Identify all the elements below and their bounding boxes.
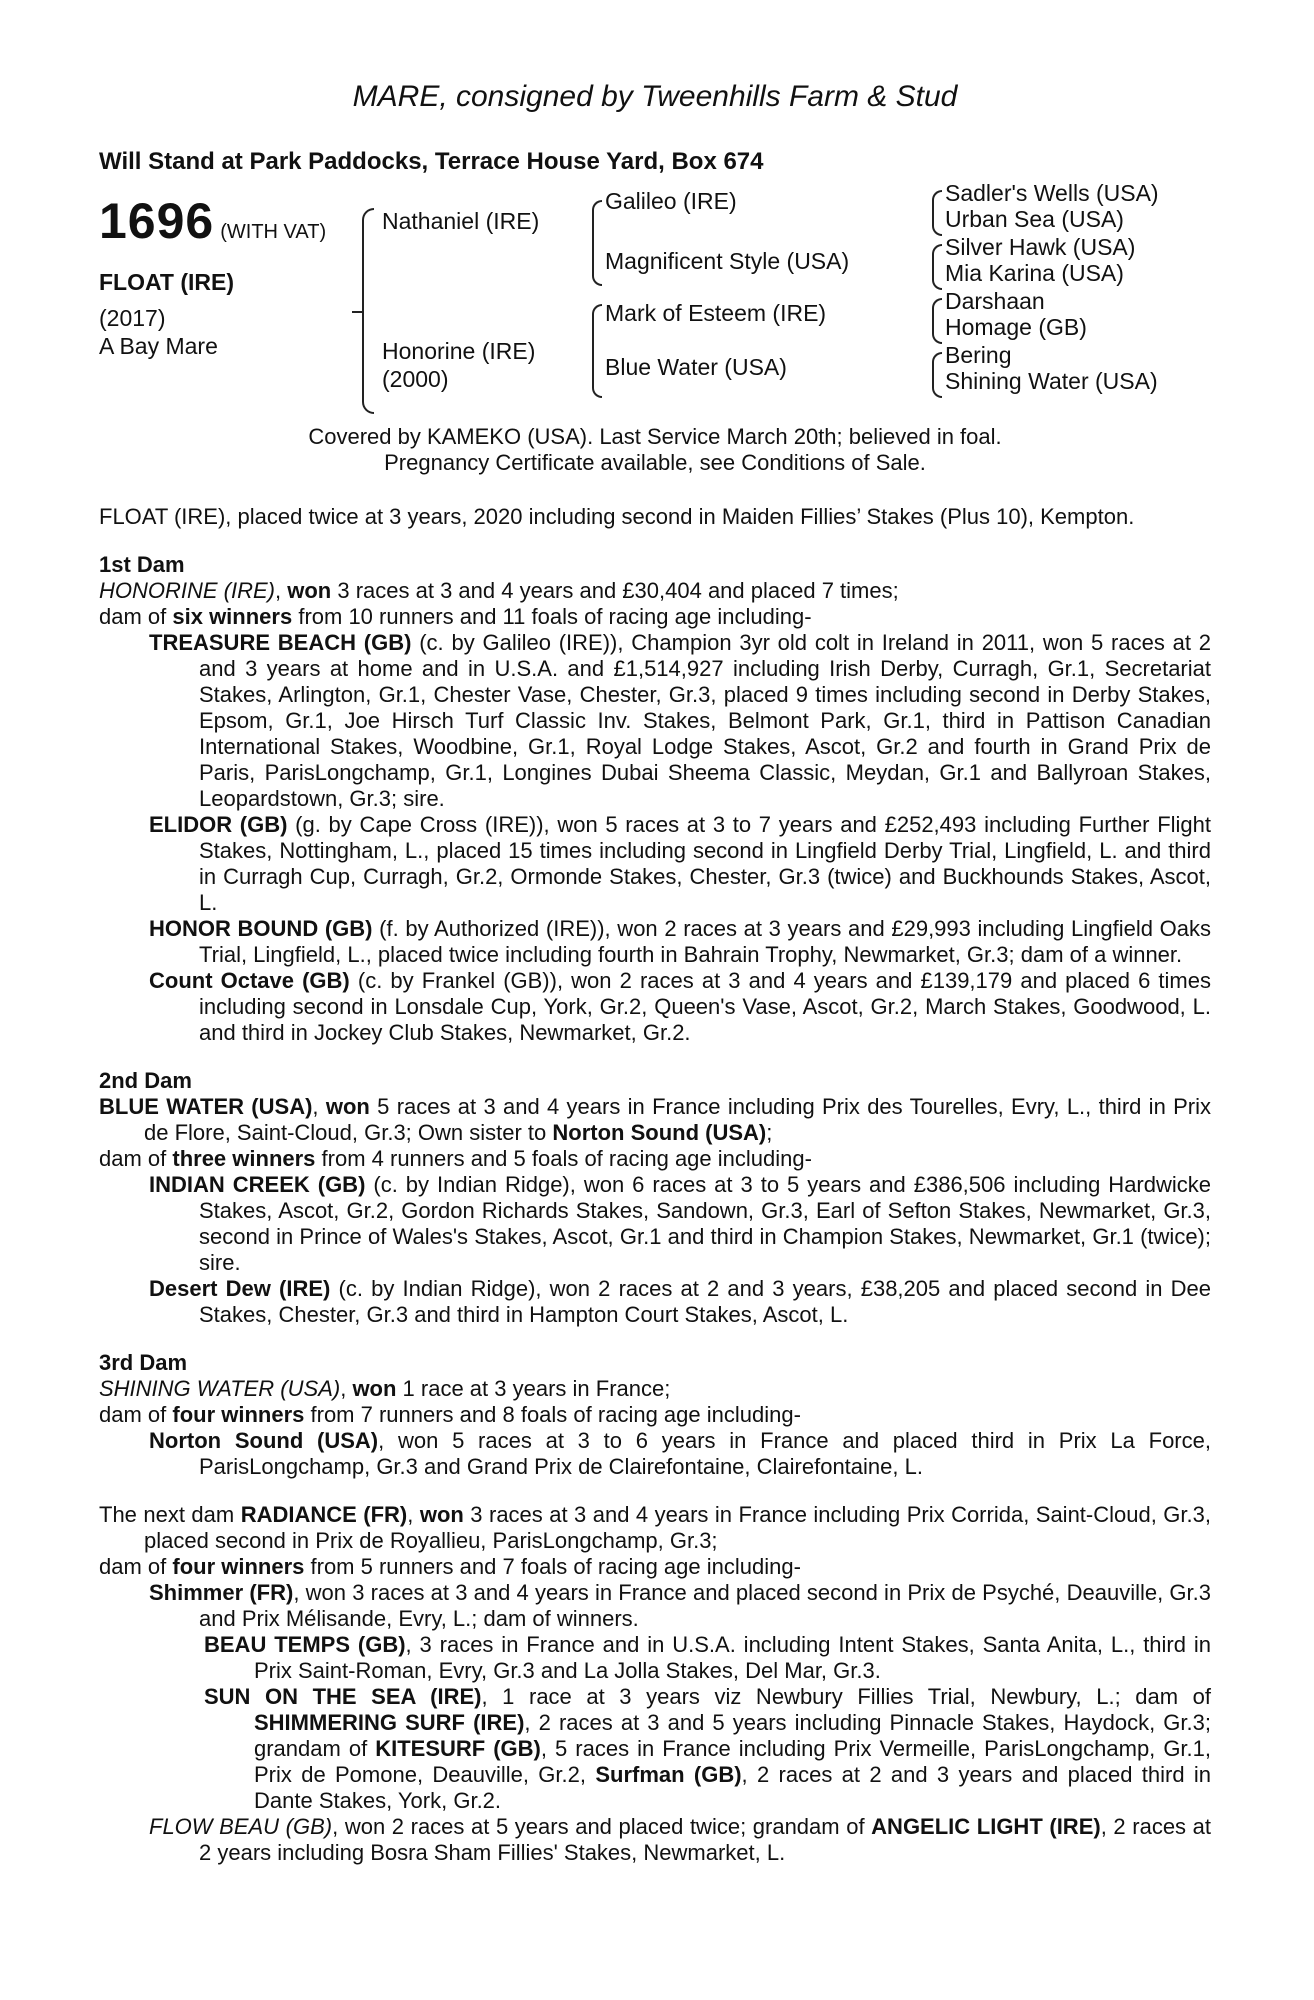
pedigree-dss: Darshaan: [945, 288, 1045, 314]
list-item: [99, 1580, 1211, 1632]
dam-of-prefix: dam of: [99, 1146, 173, 1171]
progeny-name: Surfman (GB): [595, 1762, 742, 1787]
progeny-name: Norton Sound (USA): [149, 1428, 379, 1453]
progeny-name: FLOW BEAU (GB): [149, 1814, 333, 1839]
dam-of-suffix: from 5 runners and 7 foals of racing age including-: [304, 1554, 801, 1579]
progeny-text: (g. by Cape Cross (IRE)), won 5 races at 3 to 7 years and £252,493 including Further Flight Stakes, Nottingham, L., placed 15 times including second in Lingfield Derby Trial, Lingfield, L. and third in Curragh Cup, Curragh, Gr.2, Ormonde Stakes, Chester, Gr.3 (twice) and Buckhounds Stakes, Ascot, L.: [199, 812, 1211, 915]
first-dam-summary: 3 races at 3 and 4 years and £30,404 and placed 7 times;: [331, 578, 899, 603]
progeny-text: (c. by Indian Ridge), won 2 races at 2 and 3 years, £38,205 and placed second in Dee Stakes, Chester, Gr.3 and third in Hampton Court Stakes, Ascot, L.: [199, 1276, 1211, 1327]
covered-note: [99, 424, 1211, 476]
pedigree-sire-sire: Galileo (IRE): [605, 188, 737, 214]
next-dam-summary: 3 races at 3 and 4 years in France including Prix Corrida, Saint-Cloud, Gr.3, placed second in Prix de Royallieu, ParisLongchamp, Gr.3;: [144, 1502, 1211, 1553]
dam-of-suffix: from 7 runners and 8 foals of racing age including-: [304, 1402, 801, 1427]
progeny-name: ELIDOR (GB): [149, 812, 288, 837]
second-dam-section: [99, 1068, 1211, 1328]
pedigree-ssd: Urban Sea (USA): [945, 206, 1124, 232]
progeny-name: Shimmer (FR): [149, 1580, 294, 1605]
first-dam-section: [99, 552, 1211, 1046]
covered-line-1: Covered by KAMEKO (USA). Last Service March 20th; believed in foal.: [308, 424, 1002, 449]
dam-of-prefix: dam of: [99, 1554, 173, 1579]
first-dam-name: HONORINE (IRE): [99, 578, 275, 603]
pedigree-sds: Silver Hawk (USA): [945, 234, 1136, 260]
progeny-name: KITESURF (GB): [375, 1736, 541, 1761]
second-dam-of: [99, 1146, 1211, 1172]
pedigree-sdd: Mia Karina (USA): [945, 260, 1124, 286]
dam-of-prefix: dam of: [99, 604, 173, 629]
second-dam-line: BLUE WATER (USA), won 5 races at 3 and 4 years in France including Prix des Tourelles, Evry, L., third in Prix de Flore, Saint-Cloud, Gr.3; Own sister to Norton Sound (USA);: [99, 1094, 1211, 1145]
winners-count: six winners: [172, 604, 293, 629]
list-item: [99, 916, 1211, 968]
progeny-text: (c. by Indian Ridge), won 6 races at 3 to 5 years and £386,506 including Hardwicke Stakes, Ascot, Gr.2, Gordon Richards Stakes, Sandown, Gr.3, Earl of Sefton Stakes, Newmarket, Gr.3, second in Prince of Wales's Stakes, Ascot, Gr.1 and third in Champion Stakes, Newmarket, Gr.1 (twice); sire.: [199, 1172, 1211, 1275]
catalogue-body: [99, 504, 1211, 1866]
next-dam-prefix: The next dam: [99, 1502, 241, 1527]
progeny-name: HONOR BOUND (GB): [149, 916, 373, 941]
second-dam-name: BLUE WATER (USA): [99, 1094, 313, 1119]
next-dam-line: The next dam RADIANCE (FR), won 3 races at 3 and 4 years in France including Prix Corrida, Saint-Cloud, Gr.3, placed second in Prix de Royallieu, ParisLongchamp, Gr.3;: [99, 1502, 1211, 1553]
progeny-name: SUN ON THE SEA (IRE): [204, 1684, 482, 1709]
intro-paragraph: FLOAT (IRE), placed twice at 3 years, 2020 including second in Maiden Fillies’ Stakes (Plus 10), Kempton.: [99, 504, 1135, 529]
own-sister-name: Norton Sound (USA): [552, 1120, 767, 1145]
list-item: [99, 1632, 1211, 1684]
progeny-text: , won 2 races at 5 years and placed twice; grandam of: [332, 1814, 872, 1839]
third-dam-summary: 1 race at 3 years in France;: [396, 1376, 671, 1401]
progeny-text: , won 3 races at 3 and 4 years in France and placed second in Prix de Psyché, Deauville, Gr.3 and Prix Mélisande, Evry, L.; dam of winners.: [199, 1580, 1211, 1631]
brace-sire-parents: [592, 200, 602, 286]
lot-number: [99, 192, 326, 250]
winners-count: four winners: [172, 1402, 305, 1427]
horse-description: A Bay Mare: [99, 333, 218, 359]
first-dam-title: 1st Dam: [99, 552, 185, 577]
lot-number-value: 1696: [99, 193, 215, 249]
third-dam-title: 3rd Dam: [99, 1350, 188, 1375]
dam-of-suffix: from 4 runners and 5 foals of racing age including-: [315, 1146, 812, 1171]
winners-count: four winners: [172, 1554, 305, 1579]
second-dam-title: 2nd Dam: [99, 1068, 192, 1093]
winners-count: three winners: [172, 1146, 316, 1171]
dam-of-prefix: dam of: [99, 1402, 173, 1427]
pedigree-ddd: Shining Water (USA): [945, 368, 1158, 394]
won-label: won: [287, 578, 332, 603]
dam-of-suffix: from 10 runners and 11 foals of racing age including-: [292, 604, 812, 629]
third-dam-name: SHINING WATER (USA): [99, 1376, 341, 1401]
pedigree-dam-sire: Mark of Esteem (IRE): [605, 300, 827, 326]
vat-label: (WITH VAT): [220, 221, 327, 243]
list-item: [99, 1814, 1211, 1866]
brace-ss-parents: [932, 190, 942, 236]
won-label: won: [325, 1094, 370, 1119]
progeny-name: SHIMMERING SURF (IRE): [254, 1710, 525, 1735]
list-item: [99, 1684, 1211, 1814]
catalogue-page: [99, 80, 1211, 1888]
next-dam-section: [99, 1502, 1211, 1866]
pedigree-block: [99, 180, 1211, 416]
list-item: [99, 812, 1211, 916]
list-item: [99, 1276, 1211, 1328]
first-dam-line: HONORINE (IRE), won 3 races at 3 and 4 years and £30,404 and placed 7 times;: [99, 578, 899, 603]
progeny-text: (c. by Galileo (IRE)), Champion 3yr old colt in Ireland in 2011, won 5 races at 2 and 3 years at home and in U.S.A. and £1,514,927 including Irish Derby, Curragh, Gr.1, Secretariat Stakes, Arlington, Gr.1, Chester Vase, Chester, Gr.3, placed 9 times including second in Derby Stakes, Epsom, Gr.1, Joe Hirsch Turf Classic Inv. Stakes, Belmont Park, Gr.1, third in Pattison Canadian International Stakes, Woodbine, Gr.1, Royal Lodge Stakes, Ascot, Gr.2 and fourth in Grand Prix de Paris, ParisLongchamp, Gr.1, Longines Dubai Sheema Classic, Meydan, Gr.1 and Ballyroan Stakes, Leopardstown, Gr.3; sire.: [199, 630, 1211, 811]
progeny-name: BEAU TEMPS (GB): [204, 1632, 406, 1657]
progeny-name: ANGELIC LIGHT (IRE): [871, 1814, 1101, 1839]
won-label: won: [419, 1502, 464, 1527]
progeny-name: Desert Dew (IRE): [149, 1276, 331, 1301]
third-dam-of: [99, 1402, 1211, 1428]
brace-dd-parents: [932, 352, 942, 398]
progeny-name: INDIAN CREEK (GB): [149, 1172, 366, 1197]
pedigree-dam-dam: Blue Water (USA): [605, 354, 787, 380]
third-dam-line: SHINING WATER (USA), won 1 race at 3 years in France;: [99, 1376, 671, 1401]
brace-dam-parents: [592, 304, 602, 398]
pedigree-sire: Nathaniel (IRE): [382, 208, 540, 234]
brace-sd-parents: [932, 244, 942, 290]
horse-year: (2017): [99, 305, 166, 331]
progeny-text: (c. by Frankel (GB)), won 2 races at 3 and 4 years and £139,179 and placed 6 times including second in Lonsdale Cup, York, Gr.2, Queen's Vase, Ascot, Gr.2, March Stakes, Goodwood, L. and third in Jockey Club Stakes, Newmarket, Gr.2.: [199, 968, 1211, 1045]
summary-end: ;: [766, 1120, 773, 1145]
list-item: [99, 1428, 1211, 1480]
progeny-text: (f. by Authorized (IRE)), won 2 races at 3 years and £29,993 including Lingfield Oaks Trial, Lingfield, L., placed twice including fourth in Bahrain Trophy, Newmarket, Gr.3; dam of a winner.: [199, 916, 1211, 967]
first-dam-of: [99, 604, 1211, 630]
progeny-text: , won 5 races at 3 to 6 years in France and placed third in Prix La Force, ParisLongchamp, Gr.3 and Grand Prix de Clairefontaine, Clairefontaine, L.: [199, 1428, 1211, 1479]
horse-info: [99, 268, 234, 360]
brace-gen1: [362, 208, 374, 414]
progeny-text: , 3 races in France and in U.S.A. including Intent Stakes, Santa Anita, L., third in Prix Saint-Roman, Evry, Gr.3 and La Jolla Stakes, Del Mar, Gr.3.: [254, 1632, 1211, 1683]
won-label: won: [352, 1376, 397, 1401]
list-item: [99, 968, 1211, 1046]
page-header: MARE, consigned by Tweenhills Farm & Stud: [352, 80, 958, 113]
pedigree-dds: Bering: [945, 342, 1012, 368]
list-item: [99, 1172, 1211, 1276]
covered-line-2: Pregnancy Certificate available, see Conditions of Sale.: [384, 450, 926, 475]
progeny-text: , 2 races at 3 and 5 years including Pinnacle Stakes, Haydock, Gr.3; grandam of: [254, 1710, 1211, 1761]
progeny-name: Count Octave (GB): [149, 968, 350, 993]
brace-ds-parents: [932, 298, 942, 344]
next-dam-name: RADIANCE (FR): [240, 1502, 408, 1527]
pedigree-dam-year: (2000): [382, 366, 449, 392]
third-dam-section: [99, 1350, 1211, 1480]
progeny-text: , 2 races at 2 and 3 years and placed third in Dante Stakes, York, Gr.2.: [254, 1762, 1212, 1813]
stand-location: Will Stand at Park Paddocks, Terrace House Yard, Box 674: [99, 148, 764, 175]
next-dam-of: [99, 1554, 1211, 1580]
list-item: [99, 630, 1211, 812]
pedigree-sire-dam: Magnificent Style (USA): [605, 248, 850, 274]
progeny-name: TREASURE BEACH (GB): [149, 630, 412, 655]
horse-name: FLOAT (IRE): [99, 269, 234, 295]
pedigree-dsd: Homage (GB): [945, 314, 1087, 340]
progeny-text: , 1 race at 3 years viz Newbury Fillies Trial, Newbury, L.; dam of: [481, 1684, 1211, 1709]
pedigree-dam: Honorine (IRE): [382, 338, 536, 364]
pedigree-sss: Sadler's Wells (USA): [945, 180, 1159, 206]
progeny-text: , 2 races at 2 years including Bosra Sham Fillies' Stakes, Newmarket, L.: [199, 1814, 1212, 1865]
second-dam-summary: 5 races at 3 and 4 years in France including Prix des Tourelles, Evry, L., third in Prix de Flore, Saint-Cloud, Gr.3; Own sister to: [144, 1094, 1211, 1145]
progeny-text: , 5 races in France including Prix Vermeille, ParisLongchamp, Gr.1, Prix de Pomone, Deauville, Gr.2,: [254, 1736, 1211, 1787]
